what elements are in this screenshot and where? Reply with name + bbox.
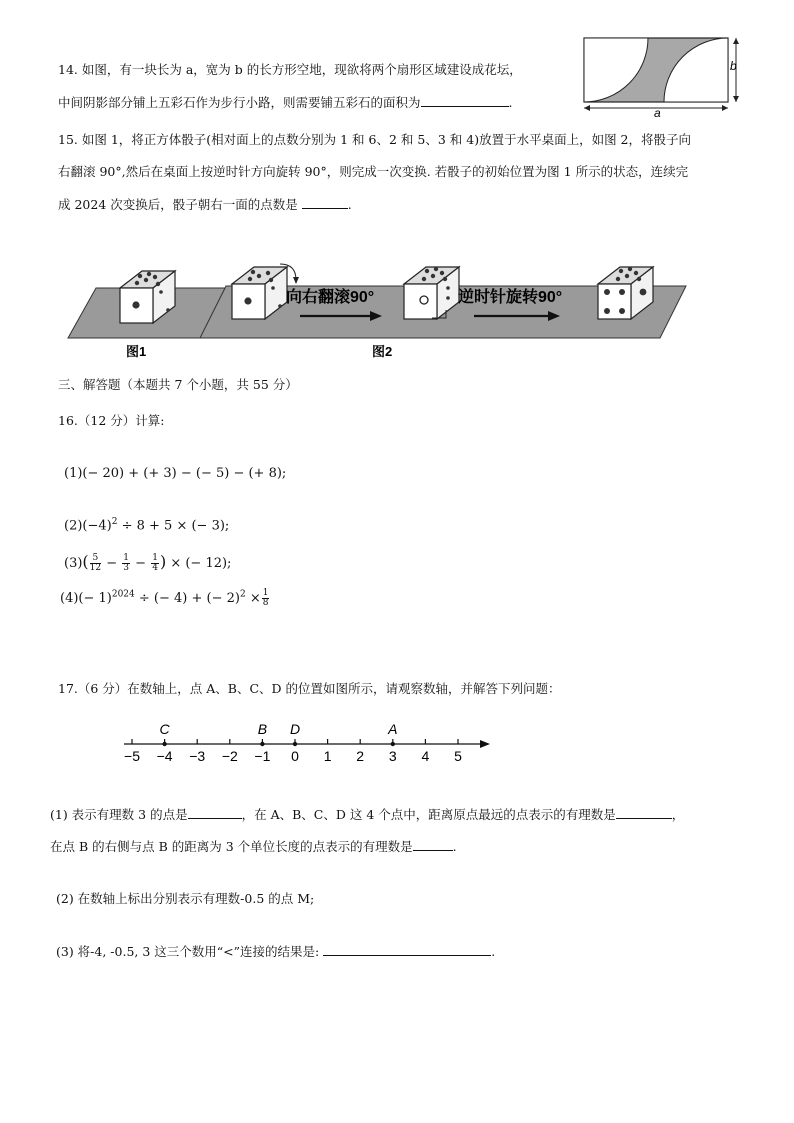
tick-label: −2 (221, 748, 238, 764)
q14-dim-b-arrow-top (733, 38, 739, 44)
q16-p4-b: ÷ (− 4) + (− 2) (134, 591, 240, 606)
point-a (391, 742, 395, 746)
q16-part3: (3)( $\frac{5}{12}$ − $\frac{1}{3}$ − $\frac{1}{4}$ ) × (− 12); (64, 552, 232, 573)
q14-figure (578, 34, 750, 118)
q17-header: 17.（6 分）在数轴上，点 A、B、C、D 的位置如图所示，请观察数轴，并解答下列问题： (58, 681, 561, 696)
q16-p3-frac3: $\frac{1}{4}$ (152, 553, 158, 573)
q15-answer-blank[interactable] (302, 196, 348, 209)
q16-p3-frac1: $\frac{5}{12}$ (89, 553, 102, 573)
tick-label: −5 (124, 748, 140, 764)
q14-line1: 14. 如图，有一块长为 a，宽为 b 的长方形空地，现欲将两个扇形区域建设成花坛， (58, 62, 522, 77)
q14-dim-a-arrow-right (722, 105, 728, 111)
q14-dim-b-arrow-bottom (733, 96, 739, 102)
q16-header: 16.（12 分）计算: (58, 413, 165, 428)
number-line-arrow (480, 740, 490, 748)
q17-part1-line2 (50, 838, 457, 855)
q16-p4-c: × (245, 591, 261, 606)
q16-p3-frac2: $\frac{1}{3}$ (123, 553, 130, 573)
q17-part3 (56, 943, 495, 960)
q16-p3-rparen: ) (159, 552, 167, 571)
q17-part2: (2) 在数轴上标出分别表示有理数-0.5 的点 M; (56, 891, 315, 906)
q17-p1-blank3[interactable] (413, 838, 453, 851)
q15-end: . (347, 197, 352, 212)
q17-p1-end: . (452, 839, 457, 854)
q16-p3-pre: (3) (64, 556, 83, 571)
q14-label-a: a (654, 106, 661, 118)
q17-p1-blank2[interactable] (616, 806, 672, 819)
q16-p4-exp2: 2 (239, 589, 246, 600)
fig1-label: 图1 (126, 344, 147, 359)
number-line (110, 718, 500, 768)
point-b (260, 742, 264, 746)
point-c (162, 742, 166, 746)
q17-p1-line2: 在点 B 的右侧与点 B 的距离为 3 个单位长度的点表示的有理数是 (50, 839, 413, 854)
q17-p1-c: ， (671, 807, 685, 822)
q16-p3-lparen: ( (82, 552, 89, 571)
point-label-d: D (289, 721, 301, 737)
tick-label: −1 (254, 748, 271, 764)
q16-part1: (1)(− 20) + (+ 3) − (− 5) − (+ 8); (64, 466, 287, 481)
q15-line1: 15. 如图 1，将正方体骰子(相对面上的点数分别为 1 和 6、2 和 5、3 和 4)放置于水平桌面上，如图 2，将骰子向 (58, 132, 691, 147)
section3-title: 三、解答题（本题共 7 个小题，共 55 分） (58, 377, 298, 392)
q14-line2 (58, 94, 513, 111)
point-d (293, 742, 297, 746)
q16-part4 (60, 589, 270, 608)
point-label-a: A (388, 721, 398, 737)
q16-p4-frac: $\frac{1}{8}$ (262, 588, 269, 608)
q17-p1-blank1[interactable] (188, 806, 242, 819)
q16-p3-post: × (− 12); (166, 556, 232, 571)
tick-label: 1 (323, 748, 332, 764)
q15-line3 (58, 196, 352, 213)
q15-text: 成 2024 次变换后，骰子朝右一面的点数是 (58, 197, 298, 212)
tick-label: 2 (356, 748, 365, 764)
q14-label-b: b (730, 59, 737, 73)
tick-label: 4 (421, 748, 430, 764)
q17-p3-text: (3) 将-4, -0.5, 3 这三个数用“<”连接的结果是: (56, 944, 320, 959)
q17-p3-blank[interactable] (323, 943, 491, 956)
q16-p2-a: (2)(−4) (64, 518, 112, 534)
tick-label: −4 (156, 748, 173, 764)
tick-label: 3 (388, 748, 397, 764)
point-label-c: C (159, 721, 170, 737)
q17-p1-b: ，在 A、B、C、D 这 4 个点中，距离原点最远的点表示的有理数是 (241, 807, 616, 822)
q16-p4-exp1: 2024 (111, 589, 135, 600)
arrow1-label: 向右翻滚90° (286, 289, 375, 306)
q14-dim-a-arrow-left (584, 105, 590, 111)
q16-p2-b: ÷ 8 + 5 × (− 3); (117, 518, 230, 534)
q16-part2 (64, 517, 229, 533)
q15-figure (60, 258, 690, 362)
tick-label: 5 (454, 748, 462, 764)
q14-text: 中间阴影部分铺上五彩石作为步行小路，则需要铺五彩石的面积为 (58, 95, 421, 110)
tick-label: 0 (291, 748, 299, 764)
q15-line2: 右翻滚 90°,然后在桌面上按逆时针方向旋转 90°，则完成一次变换. 若骰子的初始位置为图 1 所示的状态，连续完 (58, 164, 689, 179)
q14-answer-blank[interactable] (421, 94, 509, 107)
q17-p3-end: . (491, 944, 496, 959)
arrow2-label: 逆时针旋转90° (458, 289, 563, 306)
point-label-b: B (257, 721, 268, 737)
q16-p4-a: (4)(− 1) (60, 591, 112, 606)
fig2-label: 图2 (372, 344, 393, 359)
q17-part1-line1 (50, 806, 684, 823)
q17-p1-a: (1) 表示有理数 3 的点是 (50, 807, 188, 822)
q16-p2-exp: 2 (111, 517, 118, 527)
q14-end: . (508, 95, 513, 110)
tick-label: −3 (189, 748, 206, 764)
